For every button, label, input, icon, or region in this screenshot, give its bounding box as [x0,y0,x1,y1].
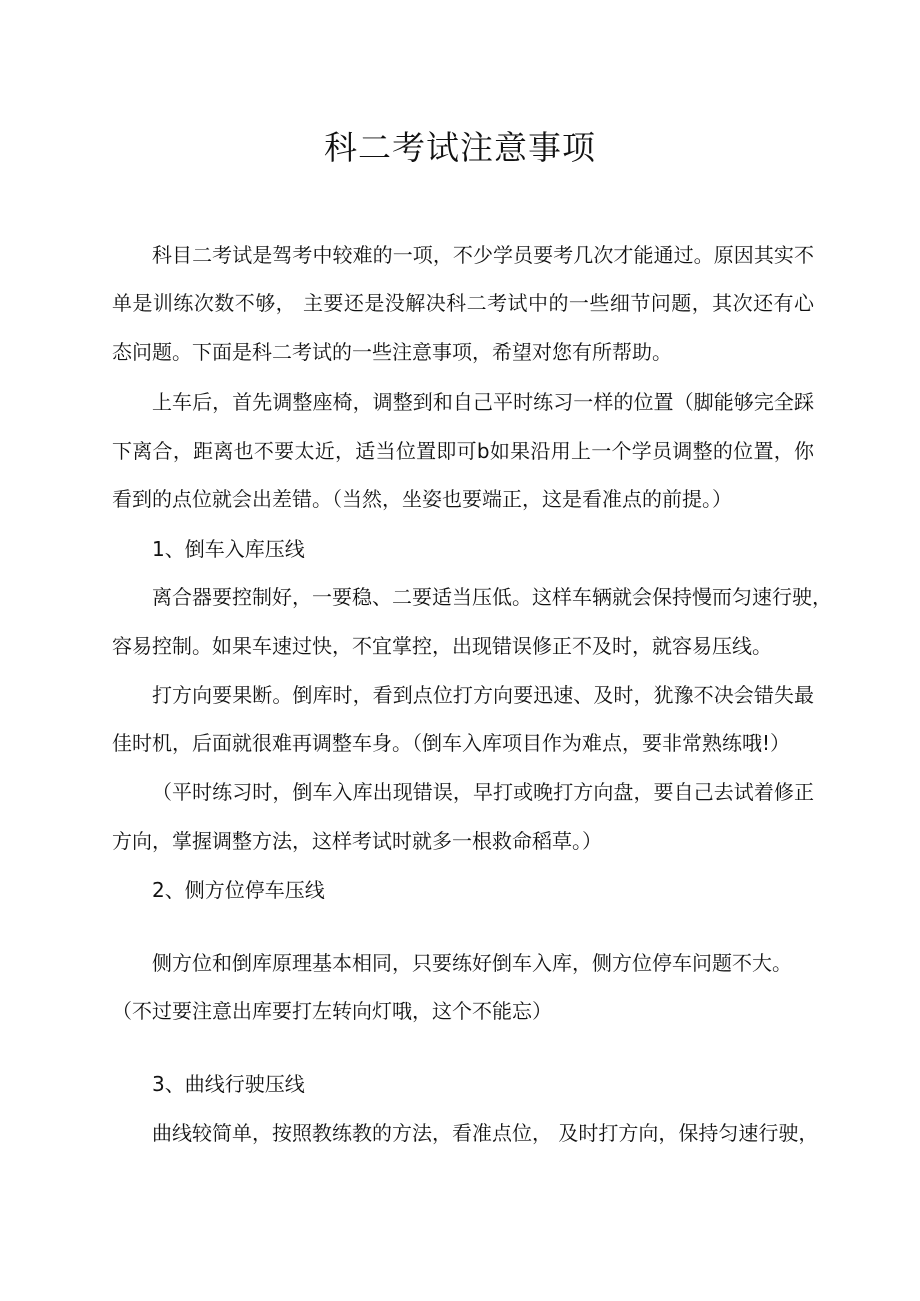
body-line-15: 侧方位和倒库原理基本相同，只要练好倒车入库，侧方位停车问题不大。 [152,951,792,975]
body-line-10: 打方向要果断。倒库时，看到点位打方向要迅速、及时，犹豫不决会错失最 [152,683,814,707]
body-line-13: 方向，掌握调整方法，这样考试时就多一根救命稻草。） [112,829,602,853]
section-heading-1: 1、倒车入库压线 [152,537,305,561]
body-line-9: 容易控制。如果车速过快，不宜掌控，出现错误修正不及时，就容易压线。 [112,634,772,658]
body-line-5: 下离合，距离也不要太近，适当位置即可b如果沿用上一个学员调整的位置，你 [112,439,814,463]
document-title: 科二考试注意事项 [324,128,596,167]
section-heading-2: 2、侧方位停车压线 [152,878,325,902]
body-line-3: 态问题。下面是科二考试的一些注意事项，希望对您有所帮助。 [112,340,672,364]
body-line-12: （平时练习时，倒车入库出现错误，早打或晚打方向盘，要自己去试着修正 [152,780,814,804]
body-line-4: 上车后，首先调整座椅，调整到和自己平时练习一样的位置（脚能够完全踩 [152,390,814,414]
body-line-11: 佳时机，后面就很难再调整车身。（倒车入库项目作为难点，要非常熟练哦!） [112,731,791,755]
body-line-6: 看到的点位就会出差错。（当然，坐姿也要端正，这是看准点的前提。） [112,487,732,511]
body-line-8: 离合器要控制好，一要稳、二要适当压低。这样车辆就会保持慢而匀速行驶， [152,585,832,609]
body-line-16: （不过要注意出库要打左转向灯哦，这个不能忘） [112,999,552,1023]
body-line-18: 曲线较简单，按照教练教的方法，看准点位， 及时打方向，保持匀速行驶， [152,1121,819,1145]
section-heading-3: 3、曲线行驶压线 [152,1072,305,1096]
body-line-2: 单是训练次数不够， 主要还是没解决科二考试中的一些细节问题，其次还有心 [112,291,814,315]
body-line-1: 科目二考试是驾考中较难的一项，不少学员要考几次才能通过。原因其实不 [152,243,814,267]
